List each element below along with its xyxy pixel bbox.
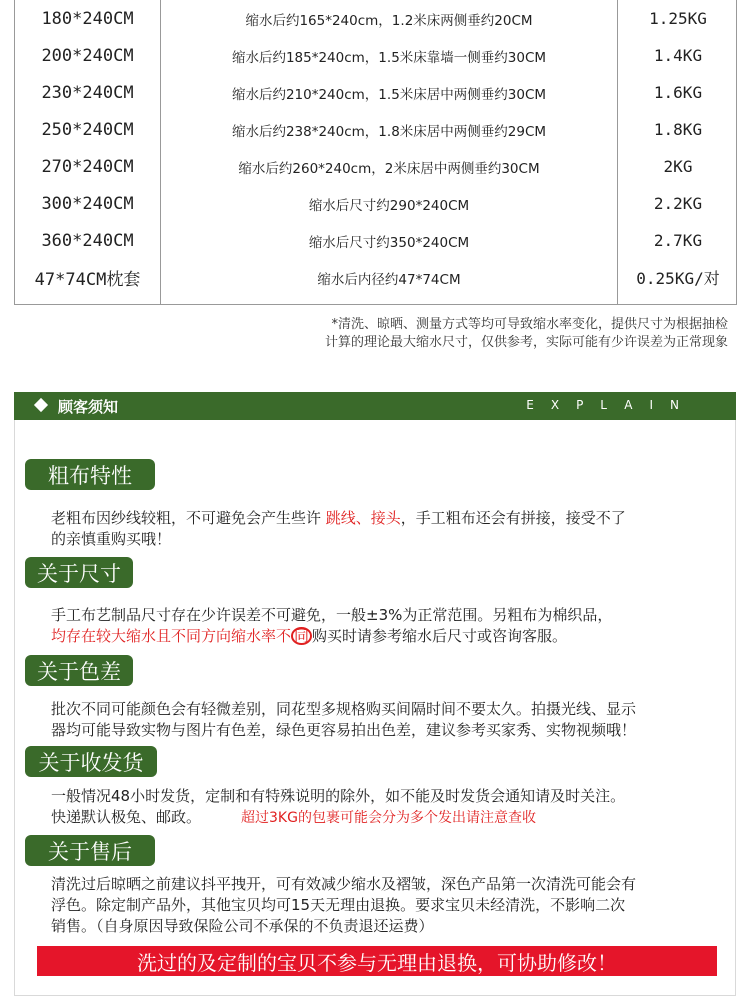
section-heading-color: 关于色差 xyxy=(25,655,133,686)
weight-cell: 1.25KG xyxy=(649,9,707,28)
notice-banner xyxy=(14,392,736,420)
shrink-desc-cell: 缩水后内径约47*74CM xyxy=(317,271,461,288)
table-row xyxy=(15,74,738,111)
table-row xyxy=(15,222,738,259)
section-body-aftersale xyxy=(51,874,721,937)
shrink-desc-cell: 缩水后尺寸约290*240CM xyxy=(308,197,470,214)
text-span: ，手工粗布还会有拼接，接受不了 xyxy=(400,509,626,527)
weight-cell: 1.4KG xyxy=(653,46,703,65)
table-row xyxy=(15,148,738,185)
size-cell: 270*240CM xyxy=(41,156,134,177)
notice-subtitle: EXPLAIN xyxy=(526,398,696,412)
weight-cell: 1.8KG xyxy=(653,120,703,139)
size-note-line1: *清洗、晾晒、测量方式等均可导致缩水率变化，提供尺寸为根据抽检 xyxy=(331,317,728,332)
weight-cell: 0.25KG/对 xyxy=(636,269,720,288)
diamond-icon xyxy=(34,398,48,412)
shrink-desc-cell: 缩水后约165*240cm，1.2米床两侧垂约20CM xyxy=(245,12,533,29)
body-line xyxy=(51,807,721,829)
size-cell: 180*240CM xyxy=(41,8,134,29)
section-body-size xyxy=(51,605,721,647)
body-line: 手工布艺制品尺寸存在少许误差不可避免，一般±3%为正常范围。另粗布为棉织品， xyxy=(51,606,613,624)
shrink-desc-cell: 缩水后约260*240cm，2米床居中两侧垂约30CM xyxy=(238,160,540,177)
section-heading-shipping: 关于收发货 xyxy=(25,746,157,777)
section-heading-fabric: 粗布特性 xyxy=(25,459,155,490)
body-line xyxy=(51,626,721,647)
return-warning-banner: 洗过的及定制的宝贝不参与无理由退换，可协助修改！ xyxy=(37,946,717,976)
section-heading-size: 关于尺寸 xyxy=(25,557,133,588)
size-table xyxy=(14,0,737,305)
body-line: 器均可能导致实物与图片有色差，绿色更容易拍出色差，建议参考买家秀、实物视频哦！ xyxy=(51,721,637,739)
body-line: 的亲慎重购买哦！ xyxy=(51,530,172,548)
table-row xyxy=(15,111,738,148)
section-body-fabric xyxy=(51,508,721,550)
shrink-desc-cell: 缩水后尺寸约350*240CM xyxy=(308,234,470,251)
weight-cell: 2.2KG xyxy=(653,194,703,213)
highlight-text: 均存在较大缩水且不同方向缩水率不 xyxy=(51,627,292,645)
size-cell: 230*240CM xyxy=(41,82,134,103)
body-line xyxy=(51,508,721,529)
weight-cell: 2KG xyxy=(663,157,693,176)
circled-text: 同 xyxy=(291,627,312,645)
section-body-shipping xyxy=(51,786,721,829)
table-row xyxy=(15,0,738,37)
shrink-desc-cell: 缩水后约238*240cm，1.8米床居中两侧垂约29CM xyxy=(231,123,547,140)
body-line: 清洗过后晾晒之前建议抖平拽开，可有效减少缩水及褶皱，深色产品第一次清洗可能会有 xyxy=(51,875,637,893)
size-cell: 360*240CM xyxy=(41,230,134,251)
size-cell: 200*240CM xyxy=(41,45,134,66)
table-row xyxy=(15,37,738,74)
text-span: 快递默认极兔、邮政。 xyxy=(51,808,202,826)
body-line: 批次不同可能颜色会有轻微差别，同花型多规格购买间隔时间不要太久。拍摄光线、显示 xyxy=(51,700,637,718)
weight-cell: 1.6KG xyxy=(653,83,703,102)
size-note-line2: 计算的理论最大缩水尺寸，仅供参考，实际可能有少许误差为正常现象 xyxy=(324,335,728,350)
shrink-desc-cell: 缩水后约185*240cm，1.5米床靠墙一侧垂约30CM xyxy=(231,49,547,66)
table-row xyxy=(15,259,738,296)
body-line: 一般情况48小时发货，定制和有特殊说明的除外，如不能及时发货会通知请及时关注。 xyxy=(51,787,626,805)
size-cell: 300*240CM xyxy=(41,193,134,214)
text-span: 购买时请参考缩水后尺寸或咨询客服。 xyxy=(312,627,568,645)
size-cell: 47*74CM枕套 xyxy=(34,270,141,290)
weight-cell: 2.7KG xyxy=(653,231,703,250)
highlight-text: 跳线、接头 xyxy=(325,509,401,527)
table-row xyxy=(15,185,738,222)
section-body-color xyxy=(51,699,721,741)
body-line: 浮色。除定制产品外，其他宝贝均可15天无理由退换。要求宝贝未经清洗，不影响二次 xyxy=(51,896,626,914)
notice-title: 顾客须知 xyxy=(58,398,119,416)
section-heading-aftersale: 关于售后 xyxy=(25,835,155,866)
body-line: 销售。（自身原因导致保险公司不承保的不负责退还运费） xyxy=(51,917,434,935)
shrink-desc-cell: 缩水后约210*240cm，1.5米床居中两侧垂约30CM xyxy=(231,86,547,103)
size-cell: 250*240CM xyxy=(41,119,134,140)
text-span: 老粗布因纱线较粗，不可避免会产生些许 xyxy=(51,509,326,527)
highlight-text: 超过3KG的包裹可能会分为多个发出请注意查收 xyxy=(241,810,536,826)
